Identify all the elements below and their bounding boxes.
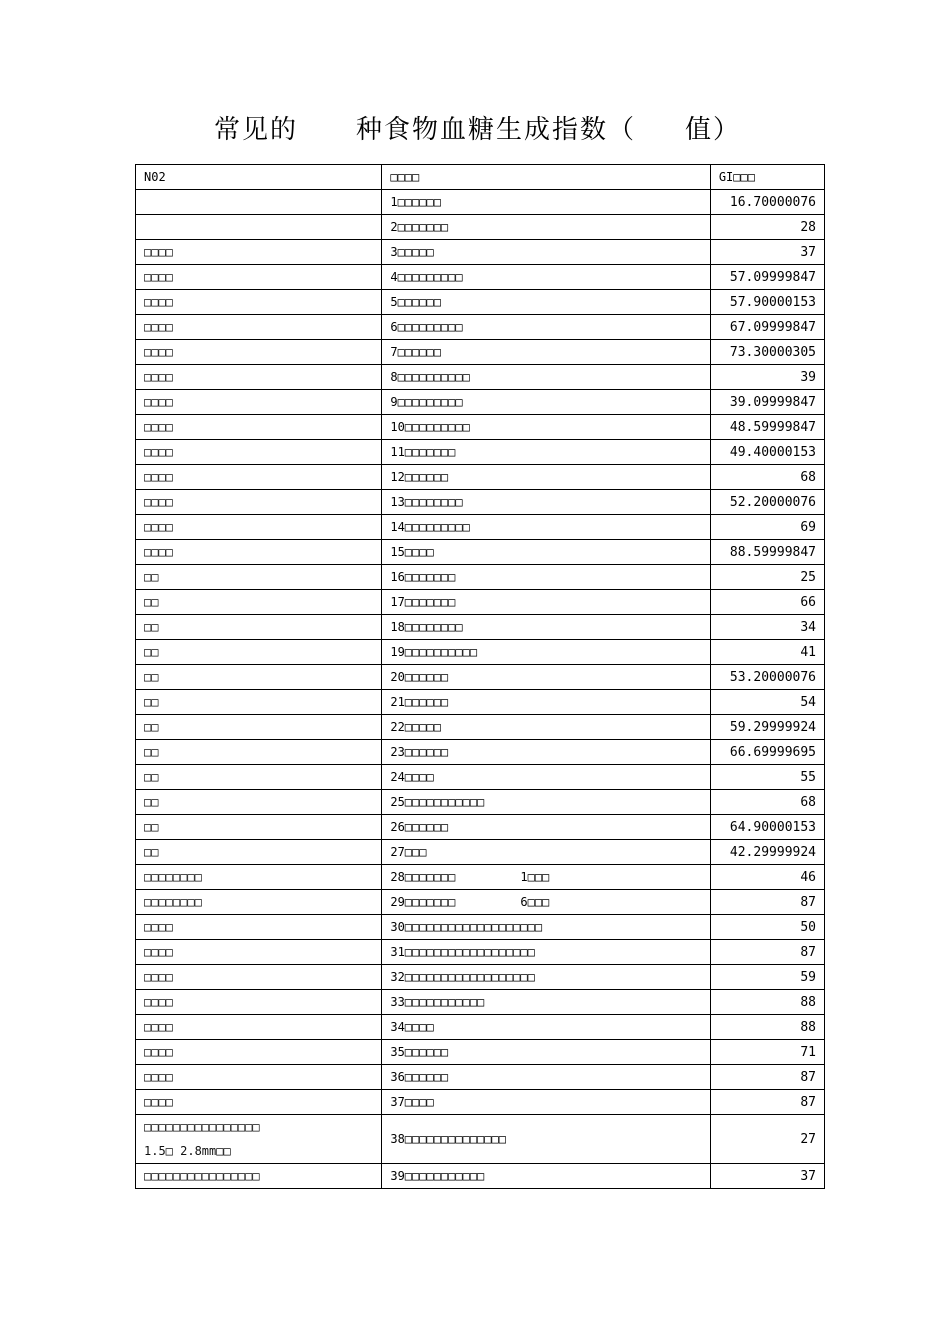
cell-gi-value: 48.59999847 [710,415,824,440]
title-part-1: 常见的 [214,115,299,145]
cell-food: 32□□□□□□□□□□□□□□□□□□ [382,965,710,990]
cell-category: □□□□ [136,965,382,990]
cell-category: □□□□ [136,440,382,465]
cell-food: 29□□□□□□□ 6□□□ [382,890,710,915]
cell-food: 31□□□□□□□□□□□□□□□□□□ [382,940,710,965]
table-row [136,690,825,715]
cell-gi-value: 88 [710,1015,824,1040]
cell-gi-value: 87 [710,1090,824,1115]
cell-gi-value: 66 [710,590,824,615]
cell-category: □□ [136,690,382,715]
cell-food: 9□□□□□□□□□ [382,390,710,415]
cell-gi-value: 55 [710,765,824,790]
cell-food: 20□□□□□□ [382,665,710,690]
cell-category: □□ [136,815,382,840]
table-row [136,1015,825,1040]
cell-food: 30□□□□□□□□□□□□□□□□□□□ [382,915,710,940]
cell-gi-value: 53.20000076 [710,665,824,690]
cell-category: □□□□ [136,1040,382,1065]
cell-gi-value: 68 [710,790,824,815]
cell-food: 1□□□□□□ [382,190,710,215]
cell-category: □□□□ [136,1065,382,1090]
cell-food: 15□□□□ [382,540,710,565]
cell-gi-value: 37 [710,240,824,265]
cell-food: 11□□□□□□□ [382,440,710,465]
cell-category: □□□□ [136,290,382,315]
cell-gi-value: 41 [710,640,824,665]
table-row [136,715,825,740]
table-row [136,240,825,265]
cell-category: □□□□□□□□ [136,890,382,915]
table-row [136,265,825,290]
table-row [136,515,825,540]
table-row [136,190,825,215]
cell-gi-value: 50 [710,915,824,940]
cell-category: □□□□ [136,940,382,965]
table-row [136,340,825,365]
cell-gi-value: 49.40000153 [710,440,824,465]
table-row [136,615,825,640]
cell-category: □□□□ [136,1015,382,1040]
cell-gi-value: 37 [710,1164,824,1189]
cell-gi-value: 87 [710,940,824,965]
cell-gi-value: 67.09999847 [710,315,824,340]
table-row [136,865,825,890]
cell-food: 33□□□□□□□□□□□ [382,990,710,1015]
cell-category: □□ [136,615,382,640]
table-row [136,1065,825,1090]
gi-table [135,164,825,1189]
cell-food: 27□□□ [382,840,710,865]
cell-food: 36□□□□□□ [382,1065,710,1090]
cell-food: 16□□□□□□□ [382,565,710,590]
cell-category: □□□□ [136,1090,382,1115]
cell-gi-value: 64.90000153 [710,815,824,840]
table-header-row [136,165,825,190]
cell-food: 37□□□□ [382,1090,710,1115]
cell-category [136,1115,382,1164]
cell-category: □□ [136,565,382,590]
cell-gi-value: 46 [710,865,824,890]
cell-category: □□□□□□□□□□□□□□□□ [136,1164,382,1189]
table-row [136,490,825,515]
cell-category: □□ [136,790,382,815]
table-row [136,540,825,565]
table-row [136,1090,825,1115]
cell-food: 25□□□□□□□□□□□ [382,790,710,815]
cell-gi-value: 34 [710,615,824,640]
cell-category-line: 1.5□ 2.8mm□□ [144,1144,231,1158]
cell-category: □□□□ [136,340,382,365]
cell-gi-value: 66.69999695 [710,740,824,765]
cell-category: □□□□ [136,990,382,1015]
cell-gi-value: 87 [710,890,824,915]
table-row [136,740,825,765]
cell-food: 39□□□□□□□□□□□ [382,1164,710,1189]
cell-food: 5□□□□□□ [382,290,710,315]
cell-category: □□□□ [136,515,382,540]
cell-category: □□□□□□□□ [136,865,382,890]
cell-gi-value: 57.09999847 [710,265,824,290]
cell-gi-value: 73.30000305 [710,340,824,365]
cell-gi-value: 52.20000076 [710,490,824,515]
table-row [136,590,825,615]
cell-gi-value: 16.70000076 [710,190,824,215]
cell-food: 22□□□□□ [382,715,710,740]
cell-category: □□□□ [136,415,382,440]
table-row [136,665,825,690]
cell-category: □□□□ [136,365,382,390]
table-row [136,290,825,315]
table-row [136,940,825,965]
cell-category: □□□□ [136,265,382,290]
header-gi: GI□□□ [710,165,824,190]
table-row [136,1040,825,1065]
table-row [136,465,825,490]
cell-gi-value: 42.29999924 [710,840,824,865]
cell-category: □□□□ [136,490,382,515]
cell-food: 23□□□□□□ [382,740,710,765]
cell-category: □□□□ [136,465,382,490]
cell-gi-value: 69 [710,515,824,540]
cell-gi-value: 87 [710,1065,824,1090]
cell-gi-value: 25 [710,565,824,590]
table-row [136,990,825,1015]
table-row [136,565,825,590]
cell-gi-value: 54 [710,690,824,715]
table-row [136,640,825,665]
cell-food: 26□□□□□□ [382,815,710,840]
cell-food: 13□□□□□□□□ [382,490,710,515]
cell-food: 34□□□□ [382,1015,710,1040]
cell-gi-value: 57.90000153 [710,290,824,315]
page-title [0,112,950,152]
title-part-3: 值） [685,115,742,145]
cell-category-line: □□□□□□□□□□□□□□□□ [144,1120,260,1134]
cell-food: 19□□□□□□□□□□ [382,640,710,665]
cell-category: □□ [136,640,382,665]
cell-category: □□ [136,715,382,740]
cell-gi-value: 88 [710,990,824,1015]
table-row [136,890,825,915]
table-row [136,1164,825,1189]
cell-food: 38□□□□□□□□□□□□□□ [382,1115,710,1164]
cell-food: 21□□□□□□ [382,690,710,715]
cell-gi-value: 39.09999847 [710,390,824,415]
table-row [136,815,825,840]
cell-gi-value: 68 [710,465,824,490]
cell-gi-value: 88.59999847 [710,540,824,565]
cell-gi-value: 59 [710,965,824,990]
cell-category: □□ [136,590,382,615]
table-row [136,315,825,340]
table-row [136,365,825,390]
cell-gi-value: 28 [710,215,824,240]
table-row [136,965,825,990]
cell-category: □□□□ [136,240,382,265]
table-row [136,1115,825,1164]
table-row [136,215,825,240]
cell-food: 28□□□□□□□ 1□□□ [382,865,710,890]
cell-food: 12□□□□□□ [382,465,710,490]
cell-category [136,215,382,240]
cell-food: 4□□□□□□□□□ [382,265,710,290]
cell-food: 7□□□□□□ [382,340,710,365]
cell-food: 8□□□□□□□□□□ [382,365,710,390]
cell-gi-value: 27 [710,1115,824,1164]
header-category: N02 [136,165,382,190]
header-food: □□□□ [382,165,710,190]
table-row [136,415,825,440]
table-row [136,440,825,465]
cell-food: 10□□□□□□□□□ [382,415,710,440]
cell-category: □□ [136,665,382,690]
cell-gi-value: 71 [710,1040,824,1065]
cell-food: 3□□□□□ [382,240,710,265]
table-row [136,765,825,790]
title-part-2: 种食物血糖生成指数（ [356,115,637,145]
cell-gi-value: 59.29999924 [710,715,824,740]
table-row [136,390,825,415]
cell-category: □□□□ [136,540,382,565]
table-row [136,840,825,865]
cell-gi-value: 39 [710,365,824,390]
table-row [136,915,825,940]
cell-category [136,190,382,215]
table-row [136,790,825,815]
cell-food: 35□□□□□□ [382,1040,710,1065]
cell-category: □□ [136,840,382,865]
cell-category: □□ [136,740,382,765]
cell-category: □□□□ [136,315,382,340]
cell-food: 2□□□□□□□ [382,215,710,240]
cell-food: 6□□□□□□□□□ [382,315,710,340]
cell-food: 17□□□□□□□ [382,590,710,615]
cell-food: 14□□□□□□□□□ [382,515,710,540]
cell-category: □□ [136,765,382,790]
cell-food: 24□□□□ [382,765,710,790]
cell-food: 18□□□□□□□□ [382,615,710,640]
cell-category: □□□□ [136,915,382,940]
cell-category: □□□□ [136,390,382,415]
